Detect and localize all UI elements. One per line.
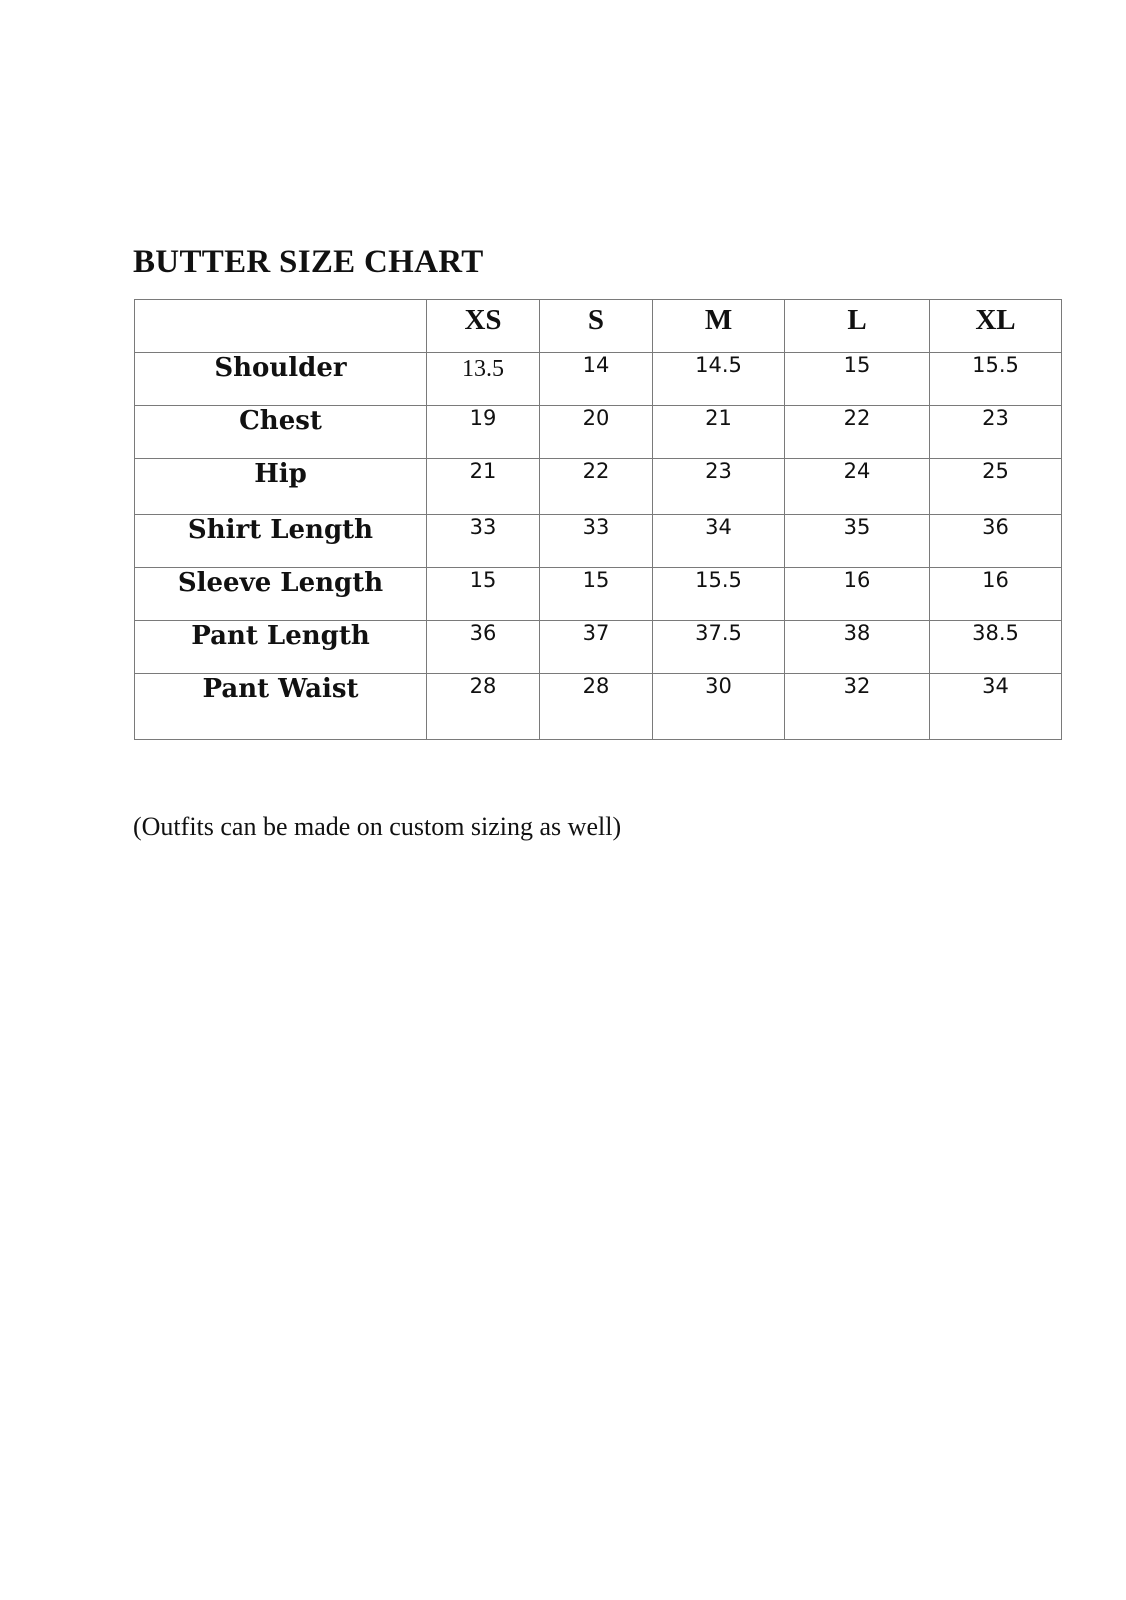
column-header: S (540, 300, 653, 353)
table-cell: 23 (930, 406, 1062, 459)
table-cell: 22 (785, 406, 930, 459)
table-cell: 32 (785, 674, 930, 740)
row-label: Shirt Length (135, 515, 427, 568)
table-cell: 37.5 (653, 621, 785, 674)
table-cell: 30 (653, 674, 785, 740)
header-empty-cell (135, 300, 427, 353)
row-label: Chest (135, 406, 427, 459)
table-cell: 34 (653, 515, 785, 568)
table-cell: 16 (930, 568, 1062, 621)
table-row (135, 515, 1062, 568)
table-cell: 25 (930, 459, 1062, 515)
table-cell: 15.5 (930, 353, 1062, 406)
table-cell: 33 (427, 515, 540, 568)
table-cell: 24 (785, 459, 930, 515)
table-cell: 36 (427, 621, 540, 674)
table-cell: 15.5 (653, 568, 785, 621)
row-label: Hip (135, 459, 427, 515)
table-cell: 38.5 (930, 621, 1062, 674)
table-row (135, 406, 1062, 459)
table-cell: 16 (785, 568, 930, 621)
table-cell: 21 (427, 459, 540, 515)
row-label: Pant Waist (135, 674, 427, 740)
table-cell: 28 (540, 674, 653, 740)
table-cell: 13.5 (427, 353, 540, 406)
table-cell: 34 (930, 674, 1062, 740)
table-cell: 20 (540, 406, 653, 459)
row-label: Shoulder (135, 353, 427, 406)
table-cell: 22 (540, 459, 653, 515)
column-header: M (653, 300, 785, 353)
table-cell: 14 (540, 353, 653, 406)
table-cell: 35 (785, 515, 930, 568)
column-header: L (785, 300, 930, 353)
custom-sizing-note: (Outfits can be made on custom sizing as well) (133, 812, 622, 841)
page-title: BUTTER SIZE CHART (133, 244, 484, 280)
table-cell: 21 (653, 406, 785, 459)
size-chart-table (134, 299, 1062, 740)
table-cell: 33 (540, 515, 653, 568)
table-header-row (135, 300, 1062, 353)
table-row (135, 459, 1062, 515)
table-cell: 15 (427, 568, 540, 621)
table-cell: 15 (540, 568, 653, 621)
table-cell: 19 (427, 406, 540, 459)
table-cell: 36 (930, 515, 1062, 568)
table-cell: 37 (540, 621, 653, 674)
table-row (135, 621, 1062, 674)
table-row (135, 353, 1062, 406)
table-cell: 14.5 (653, 353, 785, 406)
column-header: XS (427, 300, 540, 353)
table-row (135, 568, 1062, 621)
table-cell: 38 (785, 621, 930, 674)
column-header: XL (930, 300, 1062, 353)
table-cell: 28 (427, 674, 540, 740)
row-label: Pant Length (135, 621, 427, 674)
table-cell: 15 (785, 353, 930, 406)
table-row (135, 674, 1062, 740)
row-label: Sleeve Length (135, 568, 427, 621)
table-cell: 23 (653, 459, 785, 515)
